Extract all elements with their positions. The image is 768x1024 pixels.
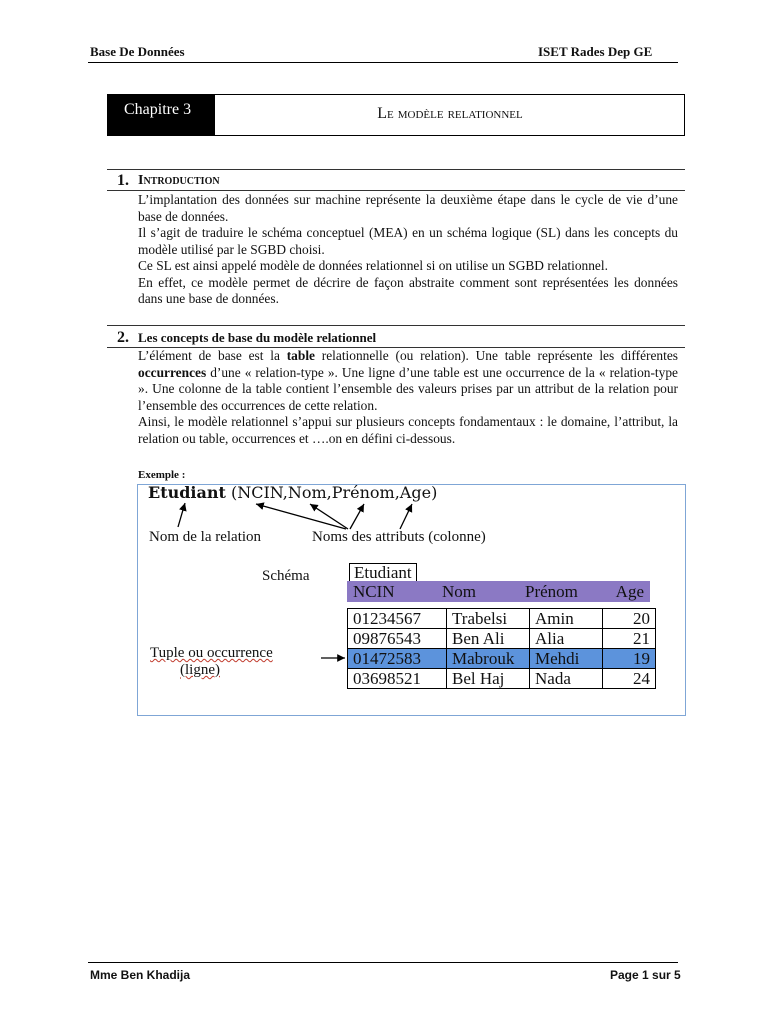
label-tuple-line1: Tuple ou occurrence	[150, 645, 273, 661]
table-row-highlighted	[348, 649, 656, 669]
section2-top-rule	[107, 325, 685, 326]
chapter-label-box	[108, 95, 215, 135]
example-figure	[137, 484, 686, 716]
table-row	[348, 629, 656, 649]
chapter-label: Chapitre 3	[124, 101, 192, 118]
table-row	[348, 609, 656, 629]
section1-paragraph: Il s’agit de traduire le schéma conceptuel (MEA) en un schéma logique (SL) dans les concepts du modèle utilisé par le SGBD choisi.	[138, 225, 678, 257]
section1-body	[138, 192, 678, 308]
section2-paragraph-1: L’élément de base est la table relationnelle (ou relation). Une table représente les différentes occurrences d’une « relation-type ». Une ligne d’une table est une occurrence de la « relation-type ». Une colonne de la table contient l’ensemble des valeurs prises par un attribut de la relation pour l’ensemble des occurrences de cette relation.	[138, 348, 678, 413]
section1-paragraph: En effet, ce modèle permet de décrire de façon abstraite comment sont représentées les données dans une base de données.	[138, 274, 678, 306]
table-cell: Nada	[530, 669, 603, 689]
section1-top-rule	[107, 169, 685, 170]
table-cell: Mabrouk	[447, 649, 530, 669]
label-relation-name: Nom de la relation	[149, 529, 262, 545]
arrow-attr-age	[400, 504, 412, 529]
table-cell: 01234567	[348, 609, 447, 629]
keyword-table: table	[286, 348, 315, 363]
column-header: NCIN	[348, 582, 437, 602]
section1-paragraph: Ce SL est ainsi appelé modèle de données relationnel si on utilise un SGBD relationnel.	[138, 258, 608, 273]
column-header: Prénom	[520, 582, 603, 602]
schema-attributes: (NCIN,Nom,Prénom,Age)	[230, 483, 438, 502]
section1-bottom-rule	[107, 190, 685, 191]
header-institution: ISET Rades Dep GE	[538, 44, 653, 59]
header-course-title: Base De Données	[90, 44, 185, 59]
table-cell: 20	[603, 609, 656, 629]
chapter-title: Le modèle relationnel	[377, 105, 523, 122]
tuples-table	[347, 608, 656, 689]
header-divider	[88, 62, 678, 63]
label-attribute-names: Noms des attributs (colonne)	[312, 529, 486, 545]
table-cell: 03698521	[348, 669, 447, 689]
table-cell: Ben Ali	[447, 629, 530, 649]
arrow-relation-name	[178, 503, 185, 527]
table-title: Etudiant	[349, 563, 417, 583]
label-tuple	[150, 645, 273, 679]
schema-relation-name: Etudiant	[148, 483, 226, 502]
example-label: Exemple :	[138, 469, 186, 481]
arrow-attr-nom	[310, 504, 348, 529]
keyword-occurrences: occurrences	[138, 364, 207, 380]
schema-definition	[148, 483, 437, 502]
table-cell: Bel Haj	[447, 669, 530, 689]
label-schema: Schéma	[262, 568, 310, 584]
footer-divider	[88, 962, 678, 963]
table-cell: Amin	[530, 609, 603, 629]
table-cell: Trabelsi	[447, 609, 530, 629]
section2-title: Les concepts de base du modèle relationnel	[138, 330, 377, 345]
table-row	[348, 669, 656, 689]
footer-author: Mme Ben Khadija	[90, 968, 191, 982]
section1-paragraph: L’implantation des données sur machine représente la deuxième étape dans le cycle de vie d’une base de données.	[138, 192, 678, 224]
table-cell: 21	[603, 629, 656, 649]
column-header: Age	[603, 582, 650, 602]
schema-header-row	[348, 582, 650, 602]
table-cell: 19	[603, 649, 656, 669]
table-cell: 09876543	[348, 629, 447, 649]
section2-number: 2.	[117, 329, 129, 346]
arrow-attr-ncin	[256, 504, 346, 529]
footer-page-number: Page 1 sur 5	[610, 968, 681, 982]
section2-paragraph-2: Ainsi, le modèle relationnel s’appui sur plusieurs concepts fondamentaux : le domaine, l’attribut, la relation ou table, occurrences et ….on en défini ci-dessous.	[138, 414, 678, 446]
arrow-attr-prenom	[350, 504, 364, 529]
schema-header-table	[347, 581, 650, 602]
table-cell: Mehdi	[530, 649, 603, 669]
section1-title: Introduction	[138, 173, 220, 188]
section2-body	[138, 348, 678, 447]
section1-number: 1.	[117, 172, 129, 189]
label-tuple-line2: (ligne)	[180, 662, 220, 678]
table-cell: Alia	[530, 629, 603, 649]
table-cell: 01472583	[348, 649, 447, 669]
column-header: Nom	[437, 582, 520, 602]
table-cell: 24	[603, 669, 656, 689]
